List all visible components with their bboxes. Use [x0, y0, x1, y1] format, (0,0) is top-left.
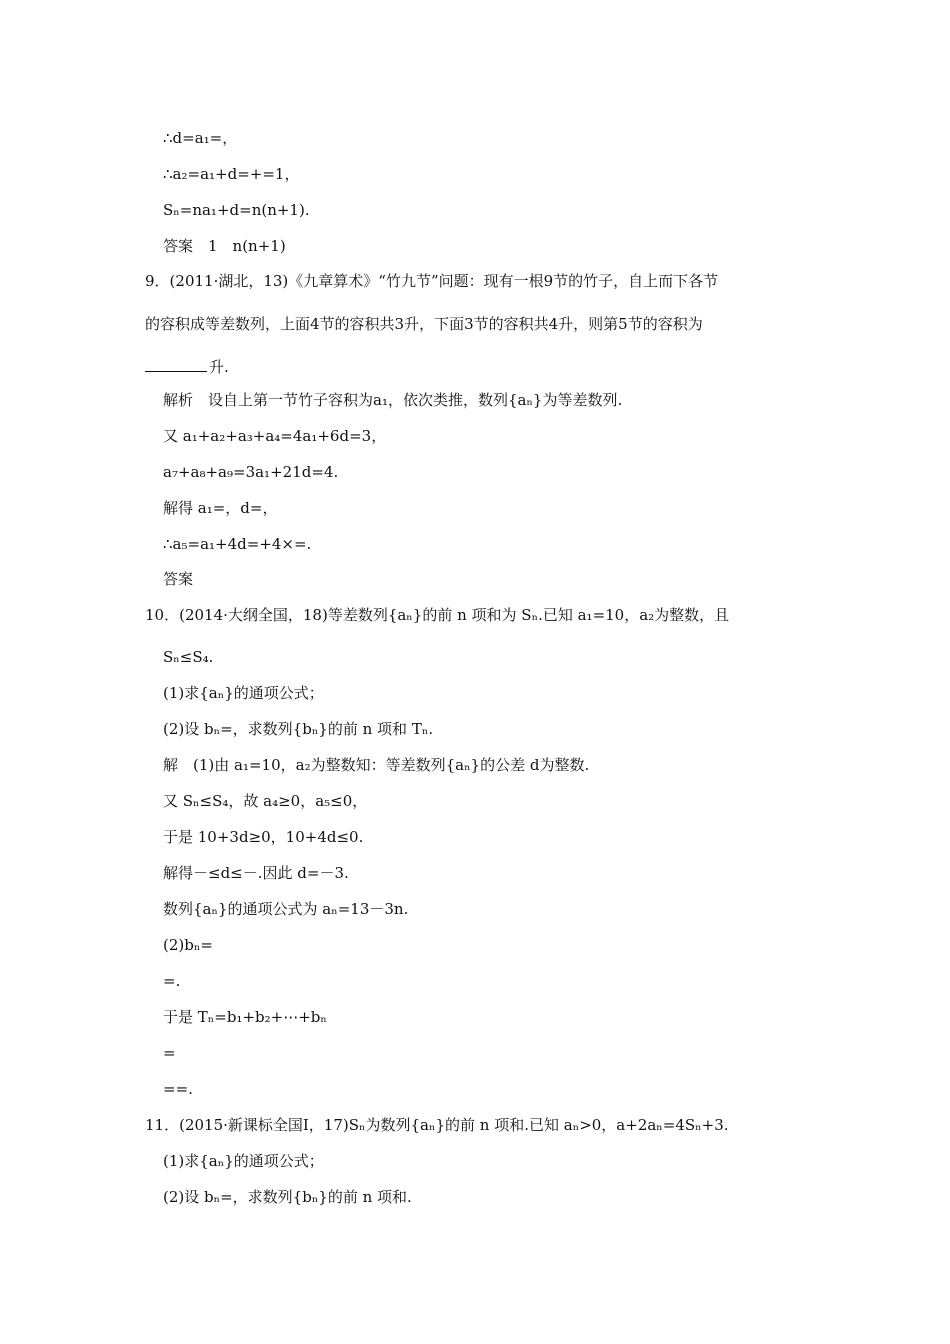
solution-line: ∴a₅=a₁+4d=+4×=. — [163, 535, 312, 553]
question-10-part: (2)设 bₙ=，求数列{bₙ}的前 n 项和 Tₙ. — [163, 720, 434, 738]
question-11-line: 11．(2015·新课标全国Ⅰ，17)Sₙ为数列{aₙ}的前 n 项和.已知 aₙ>0，a+2aₙ=4Sₙ+3. — [145, 1116, 729, 1134]
question-9-line: 9．(2011·湖北，13)《九章算术》“竹九节”问题：现有一根9节的竹子，自上而下各节 — [145, 272, 719, 290]
solution-line: 解 (1)由 a₁=10，a₂为整数知：等差数列{aₙ}的公差 d为整数. — [163, 756, 590, 774]
solution-line: ==. — [163, 1080, 193, 1098]
question-10-line: Sₙ≤S₄. — [163, 648, 214, 666]
question-9-line: 的容积成等差数列，上面4节的容积共3升，下面3节的容积共4升，则第5节的容积为 — [145, 315, 703, 333]
text-fragment: 升. — [209, 358, 229, 376]
solution-line: 又 Sₙ≤S₄，故 a₄≥0，a₅≤0， — [163, 792, 368, 810]
question-11-part: (2)设 bₙ=，求数列{bₙ}的前 n 项和. — [163, 1188, 412, 1206]
solution-line: 又 a₁+a₂+a₃+a₄=4a₁+6d=3， — [163, 427, 387, 445]
solution-line: 于是 10+3d≥0，10+4d≤0. — [163, 828, 364, 846]
solution-line: =. — [163, 972, 181, 990]
solution-line: 解得 a₁=，d=， — [163, 499, 278, 517]
question-11-part: (1)求{aₙ}的通项公式； — [163, 1152, 324, 1170]
solution-line: = — [163, 1044, 176, 1062]
question-9-blank-line — [145, 357, 229, 377]
answer-line: 答案 1 n(n+1) — [163, 237, 286, 255]
solution-line: 于是 Tₙ=b₁+b₂+⋯+bₙ — [163, 1008, 327, 1026]
question-10-part: (1)求{aₙ}的通项公式； — [163, 684, 324, 702]
question-10-line: 10．(2014·大纲全国，18)等差数列{aₙ}的前 n 项和为 Sₙ.已知 a₁=10，a₂为整数，且 — [145, 606, 730, 624]
solution-line: (2)bₙ= — [163, 936, 213, 954]
answer-blank — [145, 357, 207, 372]
solution-line: 解得－≤d≤－.因此 d=－3. — [163, 864, 349, 882]
text-line: ∴a₂=a₁+d=+=1， — [163, 165, 300, 183]
solution-line: a₇+a₈+a₉=3a₁+21d=4. — [163, 463, 339, 481]
text-line: Sₙ=na₁+d=n(n+1). — [163, 201, 310, 219]
solution-line: 解析 设自上第一节竹子容积为a₁，依次类推，数列{aₙ}为等差数列. — [163, 391, 623, 409]
text-line: ∴d=a₁=， — [163, 129, 238, 147]
answer-line: 答案 — [163, 570, 194, 588]
solution-line: 数列{aₙ}的通项公式为 aₙ=13－3n. — [163, 900, 409, 918]
